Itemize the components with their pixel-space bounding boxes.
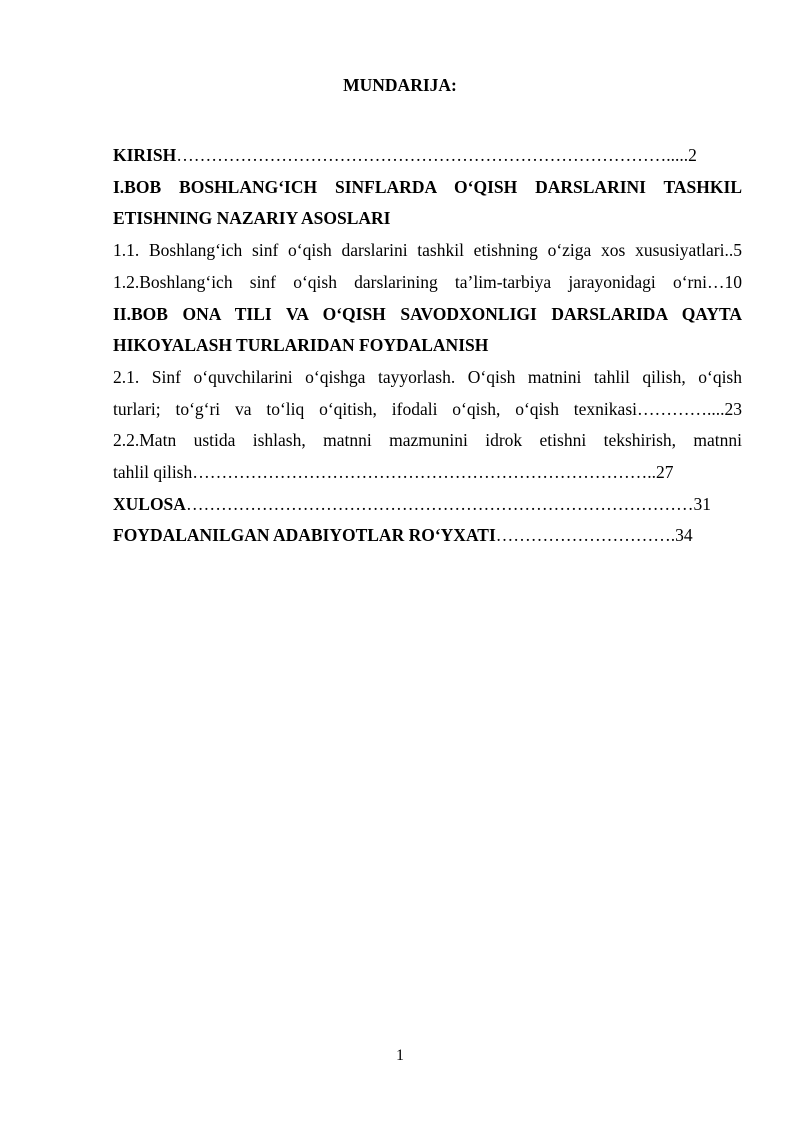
toc-page-number: 31 xyxy=(693,493,711,514)
toc-entry-kirish xyxy=(113,140,742,172)
toc-section-2-2-line-1: 2.2.Matn ustida ishlash, matnni mazmunini idrok etishni tekshirish, matnni xyxy=(113,430,742,451)
toc-entry-label: XULOSA xyxy=(113,493,186,514)
toc-section-2-1-line-1: 2.1. Sinf o‘quvchilarini o‘qishga tayyorlash. O‘qish matnini tahlil qilish, o‘qish xyxy=(113,366,742,387)
toc-page-number: 34 xyxy=(675,525,693,546)
toc-chapter-1-line-1: I.BOB BOSHLANG‘ICH SINFLARDA O‘QISH DARSLARINI TASHKIL xyxy=(113,176,742,197)
toc-entry-label: KIRISH xyxy=(113,145,177,165)
toc-entry-xulosa xyxy=(113,489,742,521)
table-of-contents xyxy=(113,140,742,552)
toc-section-1-2: 1.2.Boshlang‘ich sinf o‘qish darslarining ta’lim-tarbiya jarayonidagi o‘rni…10 xyxy=(113,271,742,292)
page-number: 1 xyxy=(396,1047,404,1064)
toc-section-1-1: 1.1. Boshlang‘ich sinf o‘qish darslarini tashkil etishning o‘ziga xos xususiyatlari..5 xyxy=(113,240,742,261)
toc-page-number: 2 xyxy=(688,145,697,165)
toc-chapter-1-line-2: ETISHNING NAZARIY ASOSLARI xyxy=(113,208,391,229)
page-title: MUNDARIJA: xyxy=(343,75,457,95)
toc-section-2-2-line-2: tahlil qilish……………………………………………………………………..27 xyxy=(113,462,674,483)
toc-leader: …………………………. xyxy=(495,525,676,546)
toc-leader: …………………………………………………………………………..... xyxy=(176,145,689,165)
toc-entry-adabiyotlar xyxy=(113,520,742,552)
toc-section-2-1-line-2: turlari; to‘g‘ri va to‘liq o‘qitish, ifodali o‘qish, o‘qish texnikasi…………....23 xyxy=(113,398,742,419)
toc-entry-label: FOYDALANILGAN ADABIYOTLAR RO‘YXATI xyxy=(113,525,496,546)
toc-chapter-2-line-1: II.BOB ONA TILI VA O‘QISH SAVODXONLIGI DARSLARIDA QAYTA xyxy=(113,303,742,324)
toc-chapter-2-line-2: HIKOYALASH TURLARIDAN FOYDALANISH xyxy=(113,335,489,356)
toc-leader: …………………………………………………………………………… xyxy=(185,493,694,514)
